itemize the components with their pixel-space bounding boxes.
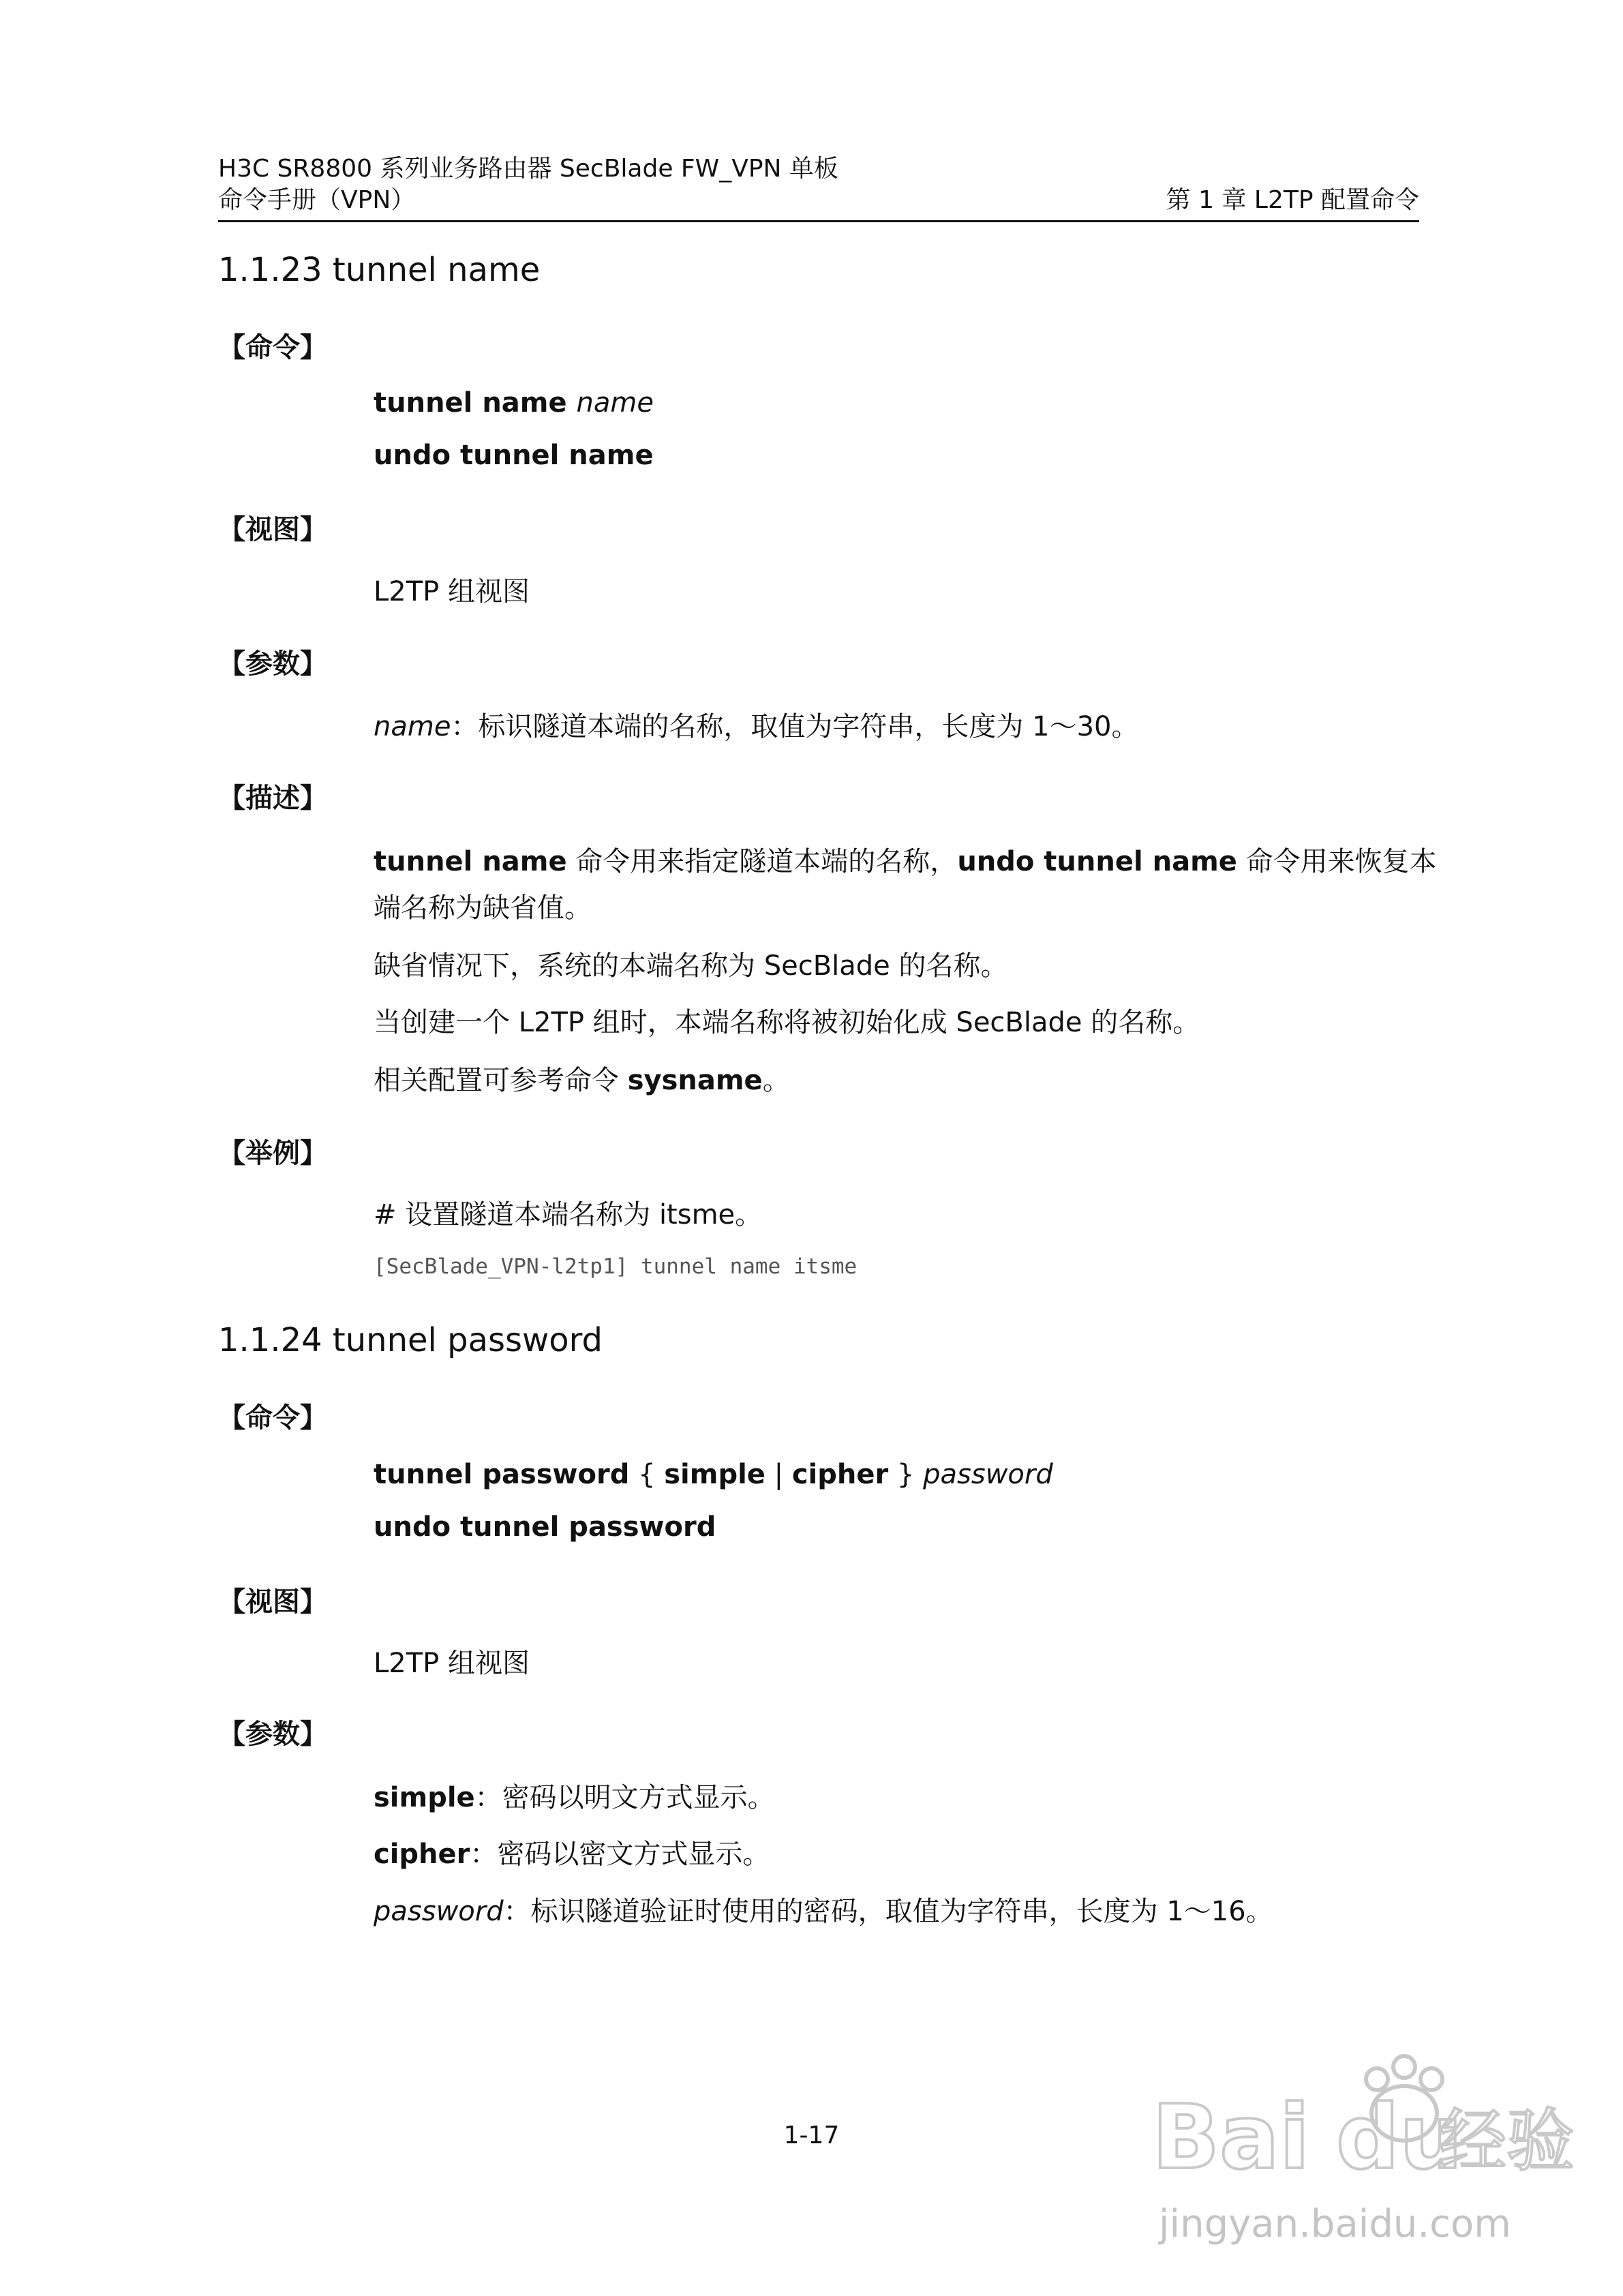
parameter-name: name [374,711,451,742]
undo-command-text: undo tunnel name [374,440,654,471]
desc-related-text: 相关配置可参考命令 [374,1065,628,1096]
param-simple-text: ：密码以明文方式显示。 [474,1782,775,1813]
command-syntax [374,387,654,419]
description-line-1 [374,840,1437,879]
section-title-tunnel-password: 1.1.24 tunnel password [218,1321,603,1359]
view-label-2: 【视图】 [218,1586,327,1618]
svg-text:du: du [1336,2085,1463,2189]
parameter-cipher [374,1832,770,1871]
header-divider [218,220,1419,222]
section-title-tunnel-name: 1.1.23 tunnel name [218,251,541,289]
command-syntax-2 [374,1459,1053,1490]
desc-keyword-1: tunnel name [374,846,567,877]
description-line-3: 缺省情况下，系统的本端名称为 SecBlade 的名称。 [374,950,1008,982]
example-code: [SecBlade_VPN-l2tp1] tunnel name itsme [374,1254,858,1279]
cmd-argument-password: password [923,1459,1053,1490]
view-text: L2TP 组视图 [374,576,530,607]
cmd-pipe: | [765,1459,792,1490]
svg-text:Bai: Bai [1152,2085,1310,2189]
description-line-5 [374,1059,790,1098]
command-argument: name [576,387,654,419]
desc-keyword-2: undo tunnel name [957,846,1237,877]
undo-command-2 [374,1511,716,1543]
undo-command [374,440,654,471]
command-label-2: 【命令】 [218,1402,327,1434]
parameter-password [374,1890,1273,1929]
desc-related-command: sysname [627,1065,763,1096]
watermark-url: jingyan.baidu.com [1159,2202,1511,2246]
desc-related-end: 。 [762,1065,790,1096]
baidu-jingyan-logo [1152,2052,1575,2202]
view-label: 【视图】 [218,514,327,545]
cmd-keyword-simple: simple [664,1459,765,1490]
param-cipher-text: ：密码以密文方式显示。 [470,1839,770,1870]
description-line-4: 当创建一个 L2TP 组时，本端名称将被初始化成 SecBlade 的名称。 [374,1007,1200,1038]
example-text: # 设置隧道本端名称为 itsme。 [374,1199,763,1230]
header-subtitle: 命令手册（VPN） [218,186,416,214]
example-label: 【举例】 [218,1138,327,1169]
param-password-name: password [374,1896,504,1927]
parameter-desc [374,705,1139,744]
command-keyword: tunnel name [374,387,577,419]
page-number: 1-17 [783,2121,840,2149]
description-label: 【描述】 [218,783,327,814]
cmd-brace-open: { [629,1459,665,1490]
cmd-keyword-cipher: cipher [791,1459,889,1490]
cmd-brace-close: } [888,1459,924,1490]
parameter-label-2: 【参数】 [218,1719,327,1750]
param-password-text: ：标识隧道验证时使用的密码，取值为字符串，长度为 1～16。 [503,1896,1273,1927]
desc-text-2: 命令用来恢复本 [1237,846,1437,877]
cmd-keyword-tunnel-password: tunnel password [374,1459,630,1490]
parameter-text: ：标识隧道本端的名称，取值为字符串，长度为 1～30。 [451,711,1139,742]
view-text-2: L2TP 组视图 [374,1648,530,1679]
param-cipher-name: cipher [374,1839,470,1870]
undo-command-2-text: undo tunnel password [374,1511,716,1543]
description-line-2: 端名称为缺省值。 [374,892,592,924]
svg-text:经验: 经验 [1438,2101,1575,2181]
command-label: 【命令】 [218,332,327,363]
header-chapter: 第 1 章 L2TP 配置命令 [1166,186,1419,214]
param-simple-name: simple [374,1782,475,1813]
desc-text-1: 命令用来指定隧道本端的名称， [566,846,958,877]
parameter-label: 【参数】 [218,648,327,680]
header-title: H3C SR8800 系列业务路由器 SecBlade FW_VPN 单板 [218,155,838,183]
parameter-simple [374,1776,775,1815]
